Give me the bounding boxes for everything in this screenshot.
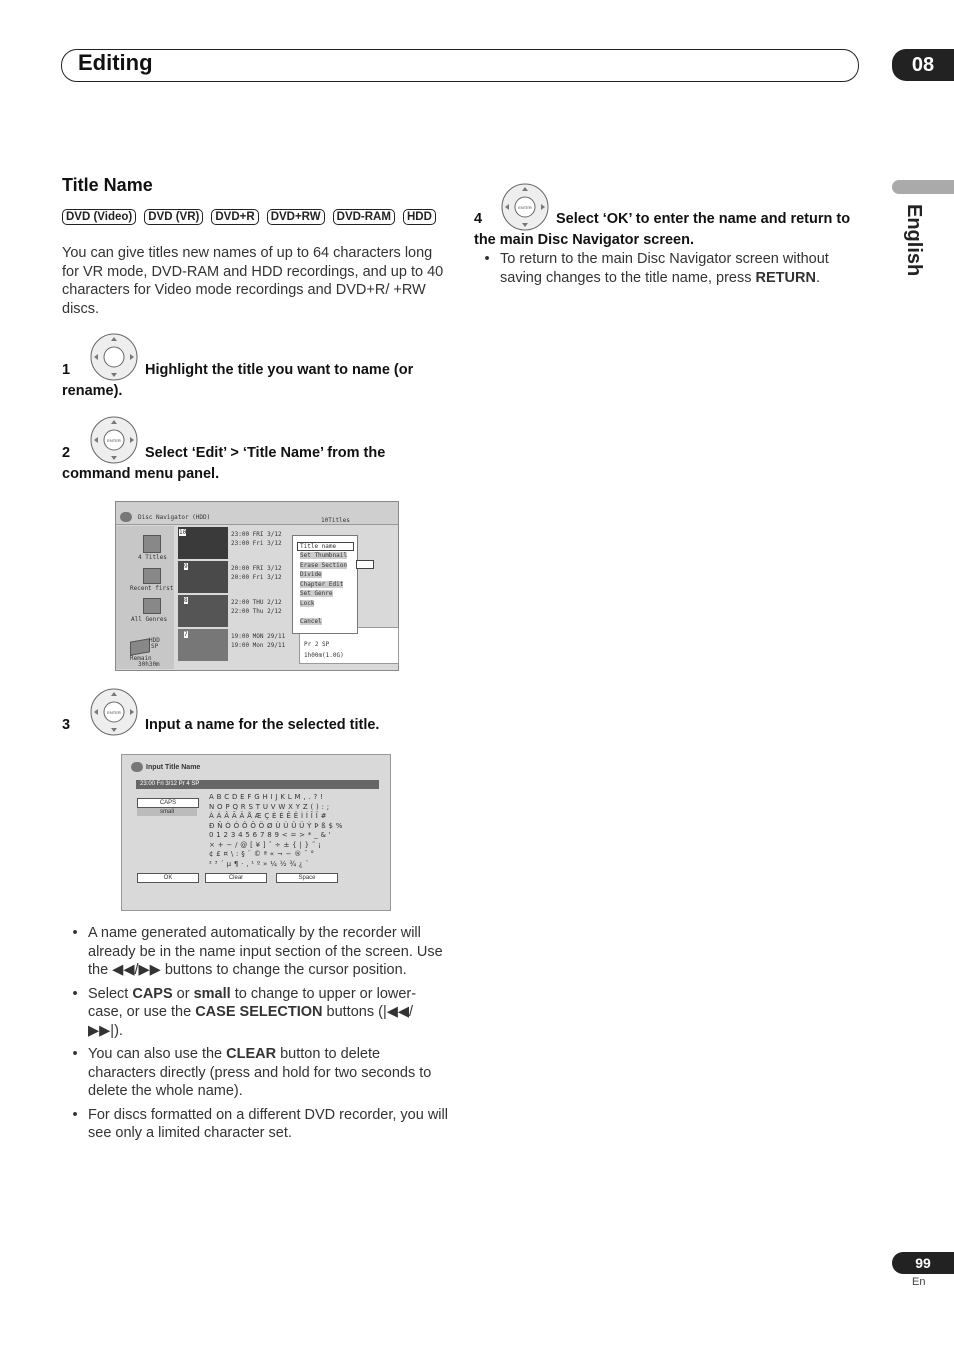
remain-label: Remain	[130, 655, 152, 662]
disc-icon	[131, 762, 143, 772]
row-line: 20:00 Fri 3/12	[231, 574, 282, 581]
note-text: For discs formatted on a different DVD recorder, you will see only a limited character set.	[88, 1106, 448, 1141]
intro-paragraph: You can give titles new names of up to 64 characters long for VR mode, DVD-RAM and HDD recordings, and up to 40 characters for Video mode recordings and DVD+R/ +RW discs.	[62, 245, 444, 317]
char-row[interactable]: ¢ £ ¤ \ : § ¨ © ª « ¬ − ® ¯ °	[209, 850, 315, 858]
row-line: 23:00 FRI 3/12	[231, 531, 282, 538]
hdd-label: HDD	[149, 637, 160, 644]
note-text: You can also use the CLEAR button to delete characters directly (press and hold for two seconds to delete the whole name).	[88, 1046, 432, 1099]
note-text: Select CAPS or small to change to upper or lower-case, or use the CASE SELECTION buttons (|◀◀/ ▶▶|).	[88, 985, 417, 1039]
menu-item[interactable]: Lock	[300, 600, 315, 607]
bullet-dot: •	[72, 985, 78, 1002]
menu-item[interactable]: Set Thumbnail	[300, 552, 347, 559]
nav-left-item: All Genres	[131, 616, 168, 623]
note-item	[62, 1045, 448, 1101]
bullet-dot: •	[72, 1106, 78, 1123]
char-row[interactable]: 0 1 2 3 4 5 6 7 8 9 < = > * _ & '	[209, 831, 332, 839]
caps-button[interactable]: CAPS	[137, 798, 199, 808]
bullet-dot: •	[72, 925, 78, 941]
row-line: 20:00 FRI 3/12	[231, 565, 282, 572]
badge-dvd-ram: DVD-RAM	[333, 209, 395, 225]
row-line: 19:00 MON 29/11	[231, 633, 286, 640]
step-1-text: Highlight the title you want to name (or rename).	[62, 362, 414, 399]
page-title: Editing	[78, 50, 153, 75]
char-row[interactable]: Ð Ñ Ò Ó Ô Õ Ö Ø Ù Ú Û Ü Ý Þ ß $ %	[209, 821, 343, 830]
step-1-number: 1	[62, 362, 71, 378]
svg-text:ENTER: ENTER	[518, 205, 532, 210]
badge-dvd-plus-r: DVD+R	[211, 209, 258, 225]
menu-item[interactable]: Chapter Edit	[300, 581, 344, 588]
char-row[interactable]: N O P Q R S T U V W X Y Z ( ) : ;	[209, 802, 330, 811]
selection-marker	[356, 560, 374, 569]
menu-item[interactable]: Set Genre	[300, 590, 333, 597]
step-3-number: 3	[62, 717, 71, 733]
nav-title-count: 10Titles	[321, 517, 350, 524]
step-2-text: Select ‘Edit’ > ‘Title Name’ from the command menu panel.	[62, 445, 386, 482]
char-row[interactable]: A B C D E F G H I J K L M , . ? !	[209, 793, 324, 801]
note-item	[62, 985, 448, 1041]
nav-title: Disc Navigator (HDD)	[138, 514, 211, 521]
note-item	[62, 1106, 448, 1143]
character-grid[interactable]	[209, 793, 343, 869]
row-line: 23:00 Fri 3/12	[231, 540, 282, 547]
space-button[interactable]: Space	[276, 873, 338, 883]
language-tab	[892, 180, 954, 194]
sort-icon	[143, 568, 161, 584]
step-4-text: Select ‘OK’ to enter the name and return to the main Disc Navigator screen.	[474, 211, 851, 248]
menu-item-cancel[interactable]: Cancel	[300, 618, 322, 625]
notes-list	[62, 924, 448, 1148]
menu-item[interactable]: Erase Section	[300, 562, 347, 569]
channel-info: Pr 2 SP	[304, 641, 330, 648]
char-row[interactable]: ² ³ ´ µ ¶ · , ¹ º » ¼ ½ ¾ ¿ `	[209, 859, 310, 868]
menu-item[interactable]: Divide	[300, 571, 322, 578]
row-line: 22:00 THU 2/12	[231, 599, 282, 606]
note-text: A name generated automatically by the recorder will already be in the name input section of the screen. Use the ◀◀/▶▶ buttons to change the cursor position.	[88, 925, 443, 978]
row-line: 19:00 Mon 29/11	[231, 642, 286, 649]
row-number: 7	[184, 631, 188, 638]
row-number: 9	[184, 563, 188, 570]
input-screen-title: Input Title Name	[146, 764, 201, 771]
menu-item-title-name[interactable]: Title name	[300, 543, 337, 550]
header-bar	[61, 49, 859, 82]
bullet-dot: •	[484, 251, 490, 267]
badge-dvd-video: DVD (Video)	[62, 209, 136, 225]
page-language: En	[912, 1276, 926, 1288]
section-title: Title Name	[62, 175, 153, 195]
genre-icon	[143, 598, 161, 614]
nav-left-item: 4 Titles	[138, 554, 167, 561]
enter-dial-icon	[90, 688, 138, 736]
badge-dvd-plus-rw: DVD+RW	[267, 209, 325, 225]
step-4-number: 4	[474, 211, 483, 227]
clear-button[interactable]: Clear	[205, 873, 267, 883]
badge-hdd: HDD	[403, 209, 436, 225]
char-row[interactable]: À Á Â Ã Ä Å Æ Ç È É Ê Ë Ì Í Î Ï #	[209, 812, 327, 820]
note-item	[62, 924, 448, 980]
disc-type-badges	[62, 209, 436, 225]
step-4-note-text: To return to the main Disc Navigator screen without saving changes to the title name, press RETURN.	[500, 251, 829, 286]
row-number: 10	[179, 529, 187, 536]
step-2-number: 2	[62, 445, 71, 461]
language-label: English	[903, 204, 925, 277]
disc-icon	[120, 512, 132, 522]
badge-dvd-vr: DVD (VR)	[144, 209, 203, 225]
svg-text:ENTER: ENTER	[107, 438, 121, 443]
sp-label: SP	[151, 643, 159, 650]
nav-left-item: Recent first	[130, 585, 174, 592]
step-4-note	[474, 250, 858, 287]
step-3-text: Input a name for the selected title.	[145, 717, 380, 733]
row-line: 22:00 Thu 2/12	[231, 608, 282, 615]
page-number: 99	[892, 1252, 954, 1274]
disc-navigator-screenshot	[115, 501, 399, 671]
size-info: 1h00m(1.0G)	[304, 652, 344, 659]
ok-button[interactable]: OK	[137, 873, 199, 883]
small-button[interactable]: small	[137, 808, 197, 816]
bullet-dot: •	[72, 1046, 78, 1062]
char-row[interactable]: × + − / @ [ ¥ ] ˆ ÷ ± { | } ˜ ¡	[209, 840, 322, 849]
chapter-badge: 08	[892, 49, 954, 81]
svg-text:ENTER: ENTER	[107, 710, 121, 715]
remain-time: 30h30m	[138, 661, 160, 668]
name-field-value: 23:00 Fri 3/12 Pr 4 SP	[140, 781, 200, 787]
titles-icon	[143, 535, 161, 553]
row-number: 8	[184, 597, 188, 604]
input-title-name-screenshot	[121, 754, 391, 911]
